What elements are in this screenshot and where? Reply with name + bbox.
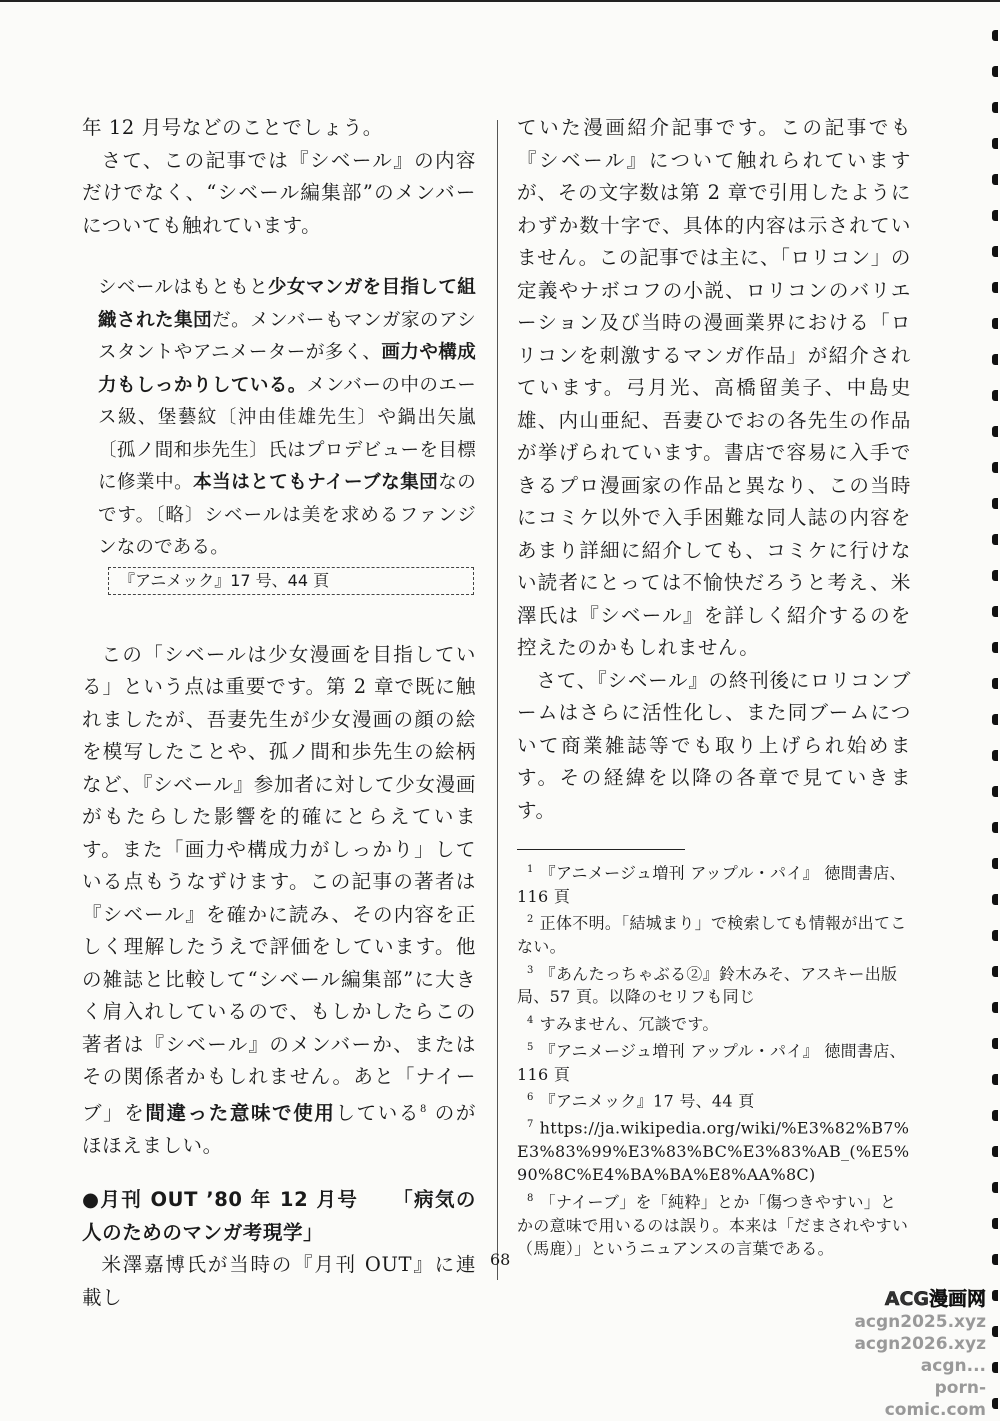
quote-bold: 本当はとてもナイーブな集団 (193, 472, 439, 493)
footnote-text: 『アニメージュ増刊 アップル・パイ』 徳間書店、116 頁 (517, 863, 906, 906)
spacer (82, 595, 476, 639)
edge-mark (992, 750, 998, 761)
edge-mark (992, 858, 998, 869)
watermark-line: acgn2026.xyz (854, 1334, 986, 1354)
paragraph (82, 639, 476, 1163)
footnote-number: 4 (527, 1014, 534, 1026)
edge-mark (992, 1110, 998, 1121)
emphasis-text: 間違った意味で使用 (145, 1101, 336, 1124)
spacer (82, 242, 476, 272)
binding-edge-marks (986, 0, 1000, 1419)
paragraph: さて、この記事では『シベール』の内容だけでなく、“シベール編集部”のメンバーについても触れています。 (82, 148, 476, 237)
quote-bold: 画力や構成力もしっかりしている。 (98, 342, 476, 396)
edge-mark (992, 894, 998, 905)
edge-mark (992, 426, 998, 437)
footnote-item (517, 959, 911, 1009)
paragraph: さて、『シベール』の終刊後にロリコンブームはさらに活性化し、また同ブームについて商業雑誌等でも取り上げられ始めます。その経緯を以降の各章で見ていきます。 (517, 668, 911, 822)
footnote-number: 1 (527, 864, 534, 875)
footnote-item (517, 908, 911, 958)
quote-text: シベールはもともと (98, 277, 268, 298)
quote-text: なのです。〔略〕シベールは美を求めるファンジンなのである。 (98, 472, 476, 558)
footnote-text: 『あんたっちゃぶる②』鈴木みそ、アスキー出版局、57 頁。以降のセリフも同じ (517, 963, 898, 1007)
footnote-url: https://ja.wikipedia.org/wiki/%E3%82%B7%E3%83%99%E3%83%BC%E3%83%AB_(%E5%90%8C%E4%BA%BA%E8%AA%8C) (517, 1118, 910, 1185)
footnotes (517, 858, 911, 1261)
edge-mark (992, 534, 998, 545)
footnote-number: 6 (527, 1092, 534, 1104)
edge-mark (992, 390, 998, 401)
paragraph: ていた漫画紹介記事です。この記事でも『シベール』について触れられていますが、その文字数は第 2 章で引用したようにわずか数十字で、具体的内容は示されていません。この記事では主に、「ロリコン」の定義やナボコフの小説、ロリコンのバリエーション及び当時の漫画業界における「ロリコンを刺激するマンガ作品」が紹介されています。弓月光、高橋留美子、中島史雄、内山亜紀、吾妻ひでおの各先生の作品が挙げられています。書店で容易に入手できるプロ漫画家の作品と異なり、この当時にコミケ以外で入手困難な同人誌の内容をあまり詳細に紹介しても、コミケに行けない読者にとっては不愉快だろうと考え、米澤氏は『シベール』を詳しく紹介するのを控えたのかもしれません。 (517, 116, 911, 659)
edge-mark (992, 138, 998, 149)
footnote-text: すみません、冗談です。 (539, 1014, 719, 1034)
heading-title: ●月刊 OUT ’80 年 12 月号 (82, 1188, 359, 1211)
edge-mark (992, 246, 998, 257)
watermark-line: acgn... (920, 1356, 986, 1376)
page-top-rule (0, 0, 1000, 2)
heading-subtitle: 「病気の人のためのマンガ考現学」 (82, 1188, 476, 1244)
edge-mark (992, 678, 998, 689)
edge-mark (992, 606, 998, 617)
quote-text: だ。メンバーもマンガ家のアシスタントやアニメーターが多く、 (98, 309, 476, 363)
edge-mark (992, 1254, 998, 1265)
edge-mark (992, 1002, 998, 1013)
edge-mark (992, 930, 998, 941)
paragraph: 年 12 月号などのことでしょう。 (82, 116, 383, 139)
watermark-line: porn-comic.com (884, 1378, 986, 1420)
watermark-line: acgn2025.xyz (854, 1312, 986, 1332)
footnote-text: 「ナイーブ」を「純粋」とか「傷つきやすい」とかの意味で用いるのは誤り。本来は「だまされやすい（馬鹿）」というニュアンスの言葉である。 (517, 1192, 909, 1259)
quote-bold: 少女マンガを目指して組織された集団 (98, 277, 476, 331)
edge-mark (992, 966, 998, 977)
edge-mark (992, 786, 998, 797)
edge-mark (992, 66, 998, 77)
edge-mark (992, 282, 998, 293)
footnote-item (517, 1187, 911, 1261)
edge-mark (992, 1326, 998, 1337)
edge-mark (992, 570, 998, 581)
watermark-logo: ACG漫画网 (884, 1288, 986, 1310)
edge-mark (992, 1182, 998, 1193)
footnote-number: 3 (527, 964, 534, 976)
edge-mark (992, 1074, 998, 1085)
edge-mark (992, 1038, 998, 1049)
edge-mark (992, 354, 998, 365)
edge-mark (992, 1362, 998, 1373)
quote-source-box: 『アニメック』17 号、44 頁 (108, 567, 474, 595)
watermark (836, 1284, 986, 1421)
footnote-rule (517, 849, 685, 850)
edge-mark (992, 822, 998, 833)
paragraph-text: のがほほえましい。 (82, 1101, 476, 1157)
left-column (82, 112, 476, 1314)
edge-mark (992, 174, 998, 185)
edge-mark (992, 102, 998, 113)
footnote-item (517, 858, 911, 908)
edge-mark (992, 1290, 998, 1301)
footnote-text: 『アニメージュ増刊 アップル・パイ』 徳間書店、116 頁 (517, 1041, 906, 1084)
edge-mark (992, 642, 998, 653)
edge-mark (992, 30, 998, 41)
edge-mark (992, 210, 998, 221)
paragraph-text: この「シベールは少女漫画を目指している」という点は重要です。第 2 章で既に触れましたが、吾妻先生が少女漫画の顔の絵を模写したことや、孤ノ間和歩先生の絵柄など、『シベール』参加者に対して少女漫画がもたらした影響を的確にとらえています。また「画力や構成力がしっかり」している点もうなずけます。この記事の著者は『シベール』を確かに読み、その内容を正しく理解したうえで評価をしています。他の雑誌と比較して“シベール編集部”に大きく肩入れしているので、もしかしたらこの著者は『シベール』のメンバーか、またはその関係者かもしれません。あと「ナイーブ」を (82, 642, 476, 1124)
edge-mark (992, 462, 998, 473)
section-heading (82, 1184, 476, 1249)
spacer (82, 1162, 476, 1184)
footnote-number: 5 (527, 1041, 534, 1053)
paragraph-text: している (335, 1101, 420, 1124)
edge-mark (992, 498, 998, 509)
edge-mark (992, 1218, 998, 1229)
footnote-number: 7 (527, 1118, 534, 1130)
footnote-item (517, 1113, 911, 1187)
column-divider (497, 120, 498, 1280)
right-column (517, 112, 911, 1261)
edge-mark (992, 1146, 998, 1157)
footnote-item (517, 1009, 911, 1036)
footnote-mark: 8 (419, 1103, 427, 1115)
footnote-item (517, 1086, 911, 1113)
page-number: 68 (490, 1250, 511, 1269)
footnote-text: 『アニメック』17 号、44 頁 (539, 1091, 755, 1111)
quote-text: メンバーの中のエース級、堡藝紋〔沖由佳雄先生〕や鍋出矢嵐〔孤ノ間和歩先生〕氏はプロデビューを目標に修業中。 (98, 374, 476, 493)
edge-mark (992, 318, 998, 329)
edge-mark (992, 714, 998, 725)
footnote-number: 8 (527, 1192, 534, 1204)
edge-mark (992, 1398, 998, 1409)
footnote-number: 2 (527, 914, 534, 926)
footnote-item (517, 1036, 911, 1086)
paragraph: 米澤嘉博氏が当時の『月刊 OUT』に連載し (82, 1253, 476, 1309)
block-quote (82, 272, 476, 565)
footnote-text: 正体不明。「結城まり」で検索しても情報が出てこない。 (517, 913, 907, 957)
